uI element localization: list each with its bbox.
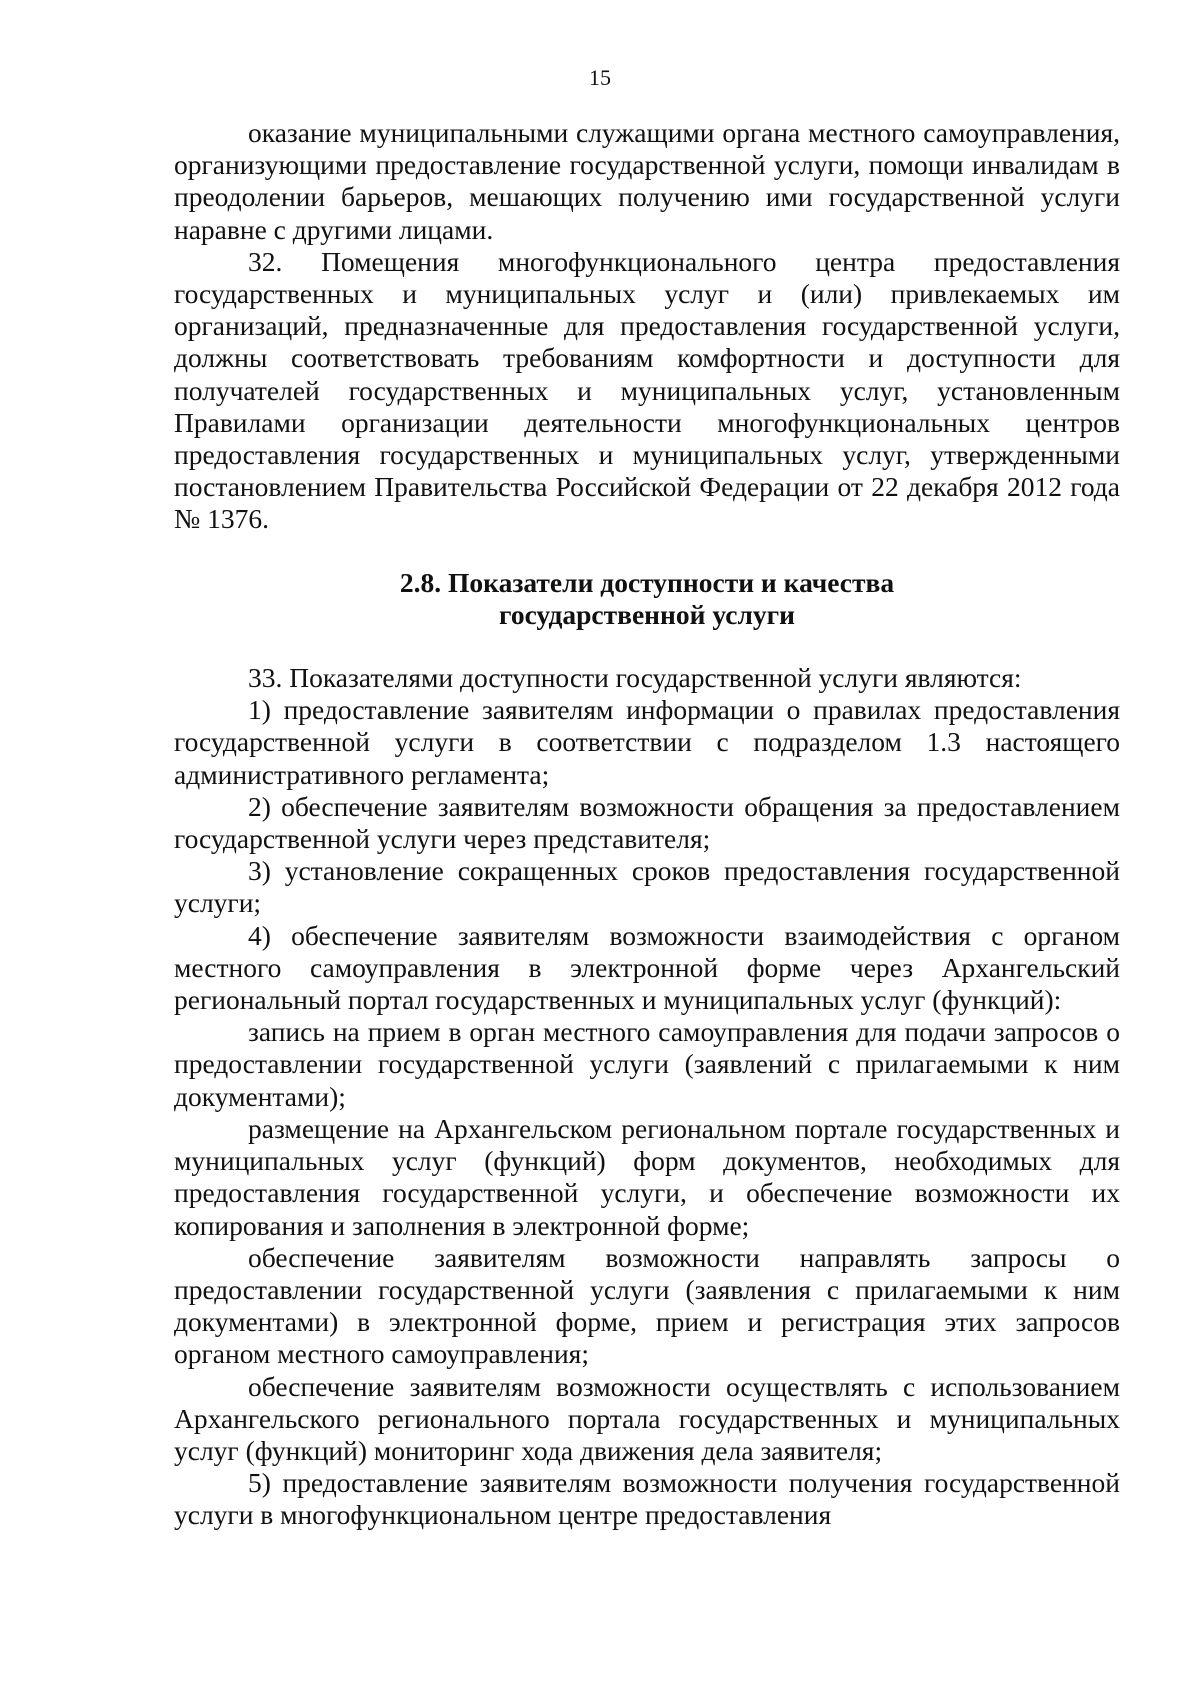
paragraph-33-intro: 33. Показателями доступности государственной услуги являются: (248, 662, 1022, 694)
paragraph-32-mfc-premises: 32. Помещения многофункционального центра предоставления государственных и муниципальных услуг и (или) привлекаемых им организаций, предназначенные для предоставления государственной услуги, должны соответствовать требованиям комфортности и доступности для получателей государственных и муниципальных услуг, установленным Правилами организации деятельности многофункциональных центров предоставления государственных и муниципальных услуг, утвержденными постановлением Правительства Российской Федерации от 22 декабря 2012 года № 1376. (174, 245, 1120, 535)
paragraph-disabled-assistance: оказание муниципальными служащими органа местного самоуправления, организующими предоставление государственной услуги, помощи инвалидам в преодолении барьеров, мешающих получению ими государственной услуги наравне с другими лицами. (174, 117, 1120, 245)
sub-item-monitoring: обеспечение заявителям возможности осуществлять с использованием Архангельского регионального портала государственных и муниципальных услуг (функций) мониторинг хода движения дела заявителя; (174, 1370, 1120, 1466)
list-item-4-electronic-interaction: 4) обеспечение заявителям возможности взаимодействия с органом местного самоуправления в электронной форме через Архангельский региональный портал государственных и муниципальных услуг (функций): (174, 919, 1120, 1016)
sub-item-electronic-requests: обеспечение заявителям возможности направлять запросы о предоставлении государственной услуги (заявления с прилагаемыми к ним документами) в электронной форме, прием и регистрация этих запросов органом местного самоуправления; (174, 1241, 1120, 1370)
list-item-1-information: 1) предоставление заявителям информации о правилах предоставления государственной услуги в соответствии с подразделом 1.3 настоящего административного регламента; (174, 694, 1120, 790)
page-number: 15 (589, 65, 611, 90)
section-heading-line-2: государственной услуги (499, 598, 795, 630)
section-heading-line-1: 2.8. Показатели доступности и качества (399, 566, 895, 598)
sub-item-forms-placement: размещение на Архангельском региональном портале государственных и муниципальных услуг (функций) форм документов, необходимых для предоставления государственной услуги, и обеспечение возможности их копирования и заполнения в электронной форме; (174, 1112, 1120, 1241)
section-heading-2-8 (174, 567, 1120, 631)
spacer (174, 631, 1120, 662)
list-item-3-reduced-terms: 3) установление сокращенных сроков предоставления государственной услуги; (174, 855, 1120, 919)
sub-item-appointment: запись на прием в орган местного самоуправления для подачи запросов о предоставлении государственной услуги (заявлений с прилагаемыми к ним документами); (174, 1016, 1120, 1112)
document-body (174, 117, 1120, 1532)
list-item-2-representative: 2) обеспечение заявителям возможности обращения за предоставлением государственной услуги через представителя; (174, 790, 1120, 855)
spacer (174, 536, 1120, 567)
list-item-5-mfc: 5) предоставление заявителям возможности получения государственной услуги в многофункциональном центре предоставления (174, 1467, 1120, 1531)
